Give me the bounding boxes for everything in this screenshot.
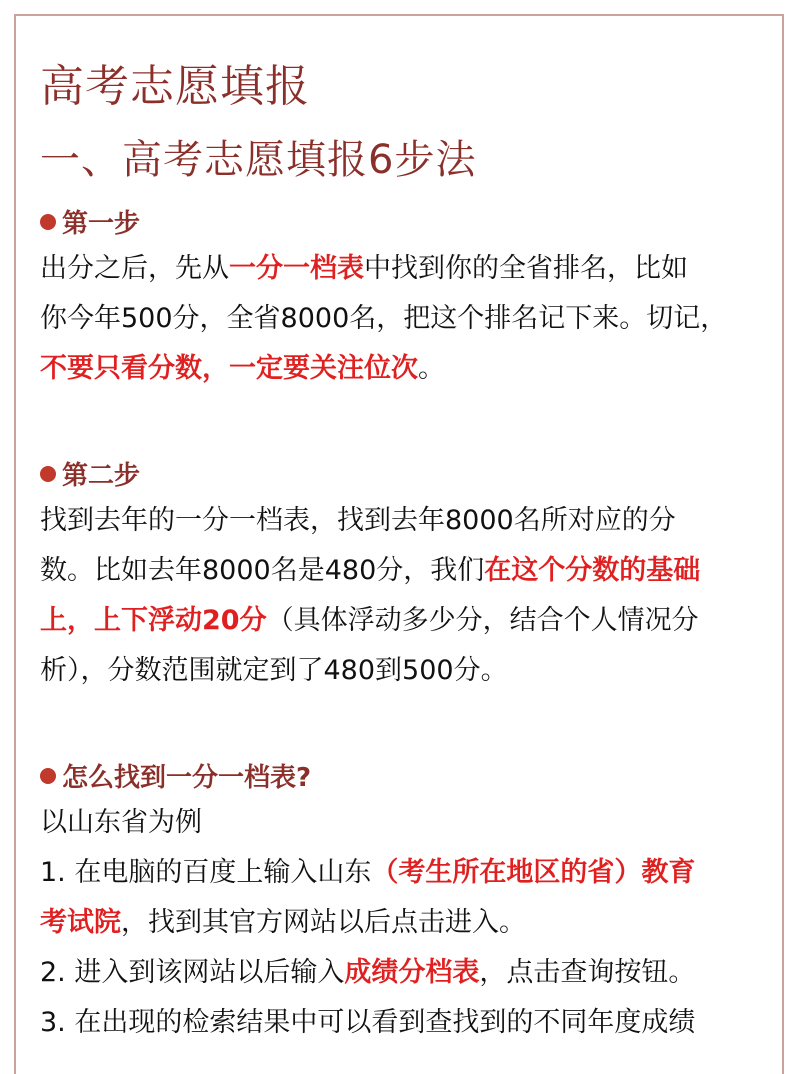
bullet-dot-icon: [40, 466, 56, 482]
step1-heading: [40, 206, 770, 242]
step2-text: 数。比如去年8000名是480分，我们: [40, 555, 485, 586]
how-text: 2. 进入到该网站以后输入: [40, 957, 345, 988]
how-item2: [40, 950, 770, 996]
step1-highlight: 不要只看分数，一定要关注位次: [40, 353, 418, 384]
how-highlight: 考试院: [40, 907, 121, 938]
step2-heading-text: 第二步: [62, 461, 141, 491]
how-heading-text: 怎么找到一分一档表?: [62, 763, 312, 793]
how-text: ，点击查询按钮。: [479, 957, 696, 988]
step2-line2: [40, 548, 770, 594]
step1-text: 中找到你的全省排名，比如: [364, 253, 688, 284]
article: [40, 56, 770, 1046]
how-highlight: （考生所在地区的省）教育: [371, 857, 696, 888]
step1-heading-text: 第一步: [62, 209, 141, 239]
page-title: 高考志愿填报: [40, 61, 310, 112]
step1-line1: [40, 246, 770, 292]
section-title: 一、高考志愿填报6步法: [40, 137, 477, 183]
how-item1-line2: [40, 900, 770, 946]
step2-line4: 析），分数范围就定到了480到500分。: [40, 655, 508, 686]
step2-highlight: 在这个分数的基础: [484, 555, 701, 586]
bullet-dot-icon: [40, 768, 56, 784]
step2-line1: 找到去年的一分一档表，找到去年8000名所对应的分: [40, 505, 676, 536]
bullet-dot-icon: [40, 214, 56, 230]
step1-line2: 你今年500分，全省8000名，把这个排名记下来。切记，: [40, 303, 728, 334]
how-item3: 3. 在出现的检索结果中可以看到查找到的不同年度成绩: [40, 1007, 696, 1038]
step2-text: （具体浮动多少分，结合个人情况分: [266, 605, 699, 636]
how-highlight: 成绩分档表: [344, 957, 480, 988]
how-item1-line1: [40, 850, 770, 896]
spacer: [40, 694, 770, 742]
how-intro: 以山东省为例: [40, 807, 202, 838]
step1-text: 。: [418, 353, 445, 384]
how-text: ，找到其官方网站以后点击进入。: [121, 907, 526, 938]
step1-text: 出分之后，先从: [40, 253, 229, 284]
spacer: [40, 392, 770, 440]
how-heading: [40, 760, 770, 796]
step2-highlight: 上，上下浮动20分: [40, 605, 267, 636]
step2-heading: [40, 458, 770, 494]
step2-line3: [40, 598, 770, 644]
how-text: 1. 在电脑的百度上输入山东: [40, 857, 372, 888]
step1-line3: [40, 346, 770, 392]
step1-highlight: 一分一档表: [229, 253, 364, 284]
